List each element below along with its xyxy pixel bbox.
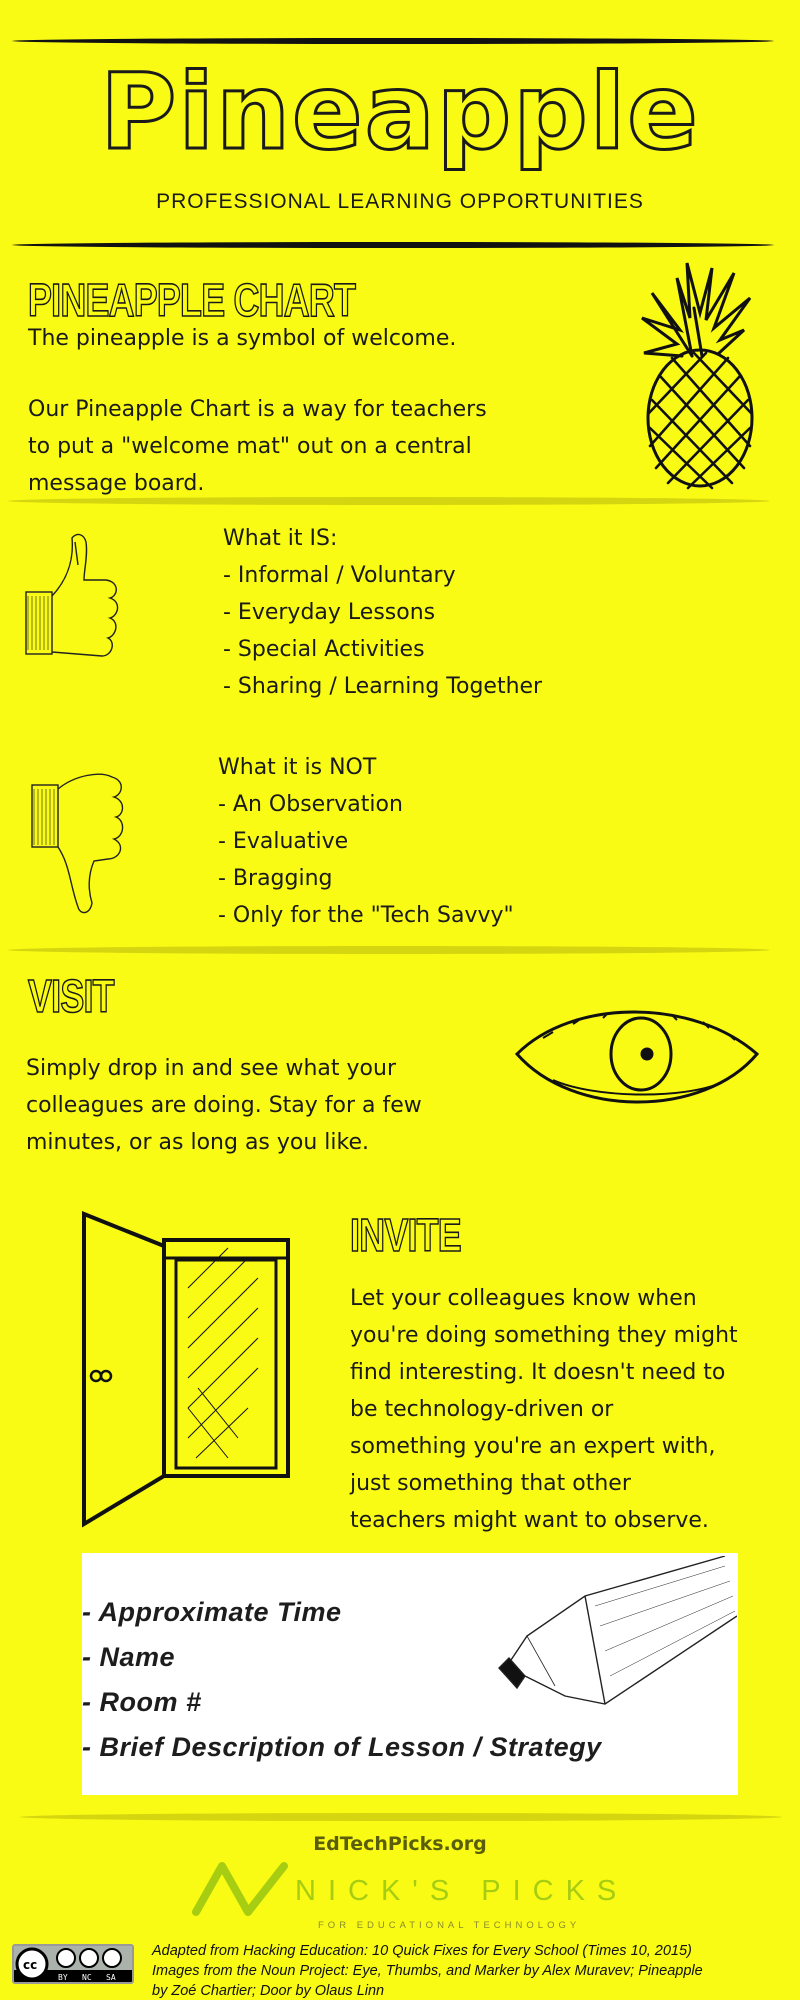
list-item: - Approximate Time (82, 1597, 342, 1627)
svg-text:cc: cc (23, 1958, 38, 1972)
paragraph-line: Our Pineapple Chart is a way for teachers (28, 397, 487, 422)
paragraph-line: Let your colleagues know when (350, 1286, 697, 1311)
eye-icon (513, 1008, 761, 1112)
what-it-is-not-list (218, 749, 514, 934)
paragraph-line: something you're an expert with, (350, 1434, 716, 1459)
list-item: - Special Activities (223, 637, 425, 662)
paragraph-line: find interesting. It doesn't need to (350, 1360, 726, 1385)
credit-line: Images from the Noun Project: Eye, Thumbs, and Marker by Alex Muravev; Pineapple (152, 1963, 703, 1979)
visit-paragraph (26, 1050, 422, 1161)
cc-label-nc: NC (82, 1973, 92, 1982)
paragraph-line: to put a "welcome mat" out on a central (28, 434, 472, 459)
cc-label-by: BY (58, 1973, 68, 1982)
list-item: - Only for the "Tech Savvy" (218, 903, 514, 928)
credit-line: Adapted from Hacking Education: 10 Quick Fixes for Every School (Times 10, 2015) (152, 1943, 692, 1959)
brand-tagline: FOR EDUCATIONAL TECHNOLOGY (318, 1920, 581, 1931)
invite-paragraph (350, 1280, 738, 1539)
divider (8, 946, 770, 954)
list-item: - Bragging (218, 866, 333, 891)
site-name: EdTechPicks.org (313, 1833, 487, 1855)
credit-line: by Zoé Chartier; Door by Olaus Linn (152, 1983, 385, 1999)
paragraph-line: just something that other (350, 1471, 631, 1496)
page-title: Pineapple (100, 51, 700, 173)
list-item: - Evaluative (218, 829, 349, 854)
paragraph-line: colleagues are doing. Stay for a few (26, 1093, 422, 1118)
paragraph-line: Simply drop in and see what your (26, 1056, 397, 1081)
pineapple-icon (632, 258, 762, 490)
door-icon (78, 1208, 293, 1528)
pineapple-chart-paragraph (28, 391, 487, 502)
brand-name: NICK'S PICKS (295, 1875, 629, 1907)
header-top-rule (12, 38, 774, 44)
credits (152, 1941, 797, 2000)
divider (8, 497, 770, 505)
cc-label-sa: SA (106, 1973, 116, 1982)
list-item: - Name (82, 1642, 176, 1672)
paragraph-line: teachers might want to observe. (350, 1508, 709, 1533)
paragraph-line: message board. (28, 471, 205, 496)
section-heading-pineapple-chart: PINEAPPLE CHART (28, 274, 356, 326)
list-item: - Everyday Lessons (223, 600, 436, 625)
what-it-is-list (223, 520, 542, 705)
cc-license-badge (12, 1944, 134, 1984)
list-item: - An Observation (218, 792, 403, 817)
list-item: - Informal / Voluntary (223, 563, 456, 588)
thumbs-up-icon (22, 530, 122, 670)
paragraph-line: minutes, or as long as you like. (26, 1130, 370, 1155)
section-heading-invite: INVITE (350, 1209, 461, 1261)
list-item: - Room # (82, 1687, 202, 1717)
section-heading-visit: VISIT (28, 970, 114, 1022)
divider (20, 1813, 782, 1821)
header-bottom-rule (12, 242, 774, 248)
what-it-is-not-heading: What it is NOT (218, 755, 377, 780)
paragraph-line: you're doing something they might (350, 1323, 738, 1348)
marker-icon (455, 1556, 737, 1718)
list-item: - Sharing / Learning Together (223, 674, 543, 699)
what-it-is-heading: What it IS: (223, 526, 338, 551)
nicks-picks-logo-icon (188, 1858, 292, 1920)
pineapple-chart-intro: The pineapple is a symbol of welcome. (28, 326, 457, 351)
list-item: - Brief Description of Lesson / Strategy (82, 1732, 602, 1762)
thumbs-down-icon (30, 765, 130, 925)
page-subtitle: PROFESSIONAL LEARNING OPPORTUNITIES (156, 190, 644, 213)
paragraph-line: be technology-driven or (350, 1397, 614, 1422)
